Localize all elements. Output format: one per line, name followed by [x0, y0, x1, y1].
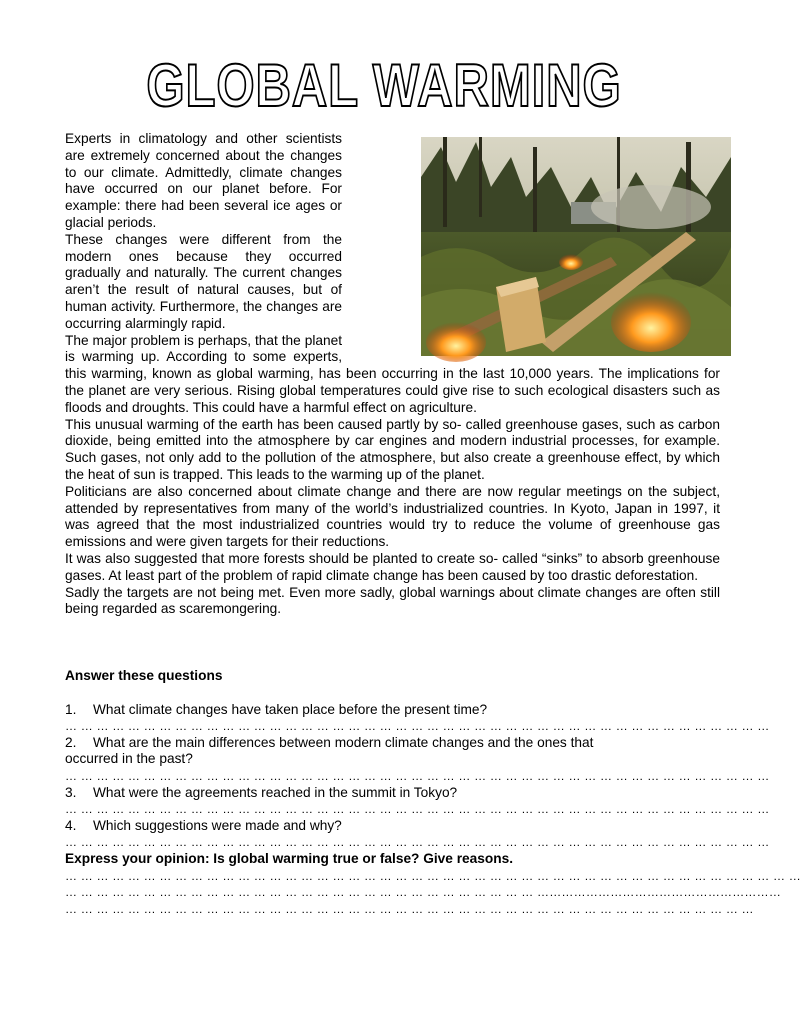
paragraph-4: This unusual warming of the earth has been caused partly by so- called greenhouse gases, such as carbon dioxide, being emitted into the atmosphere by car engines and modern industrial processes, for example. Such gases, not only add to the pollution of the atmosphere, but also create a greenhouse effect, by which the heat of sun is trapped. This leads to the warming up of the planet. — [65, 416, 720, 482]
opinion-line-1[interactable]: … … … … … … … … … … … … … … … … … … … … … … … … … … … … … … … … … … … … … … … … … … … … … … … — [65, 868, 801, 883]
paragraph-1: Experts in climatology and other scientists are extremely concerned about the changes to our climate. Admittedly, climate changes have occurred on our planet before. For example: there had been several ice ages or glacial periods. — [65, 131, 342, 230]
article-text — [65, 131, 720, 618]
answer-line-4[interactable]: … … … … … … … … … … … … … … … … … … … … … … … … … … … … … … … … … … … … … … … … … … … … … — [65, 835, 770, 850]
questions-heading: Answer these questions — [65, 668, 223, 683]
questions-section — [65, 668, 801, 917]
paragraph-7: Sadly the targets are not being met. Even more sadly, global warnings about climate changes are often still being regarded as scaremongering. — [65, 584, 720, 617]
paragraph-6: It was also suggested that more forests should be planted to create so- called “sinks” to absorb greenhouse gases. At least part of the problem of rapid climate change has been caused by too drastic deforestation. — [65, 550, 720, 583]
question-4 — [65, 818, 725, 835]
question-3 — [65, 785, 725, 802]
question-number: 1. — [65, 701, 77, 717]
question-2 — [65, 735, 725, 752]
worksheet-title: GLOBAL WARMING — [146, 52, 622, 119]
question-number: 3. — [65, 784, 77, 800]
question-text: What climate changes have taken place before the present time? — [93, 701, 488, 717]
question-text: What are the main differences between modern climate changes and the ones that — [93, 734, 594, 750]
question-number: 2. — [65, 734, 77, 750]
photo-spacer — [352, 131, 720, 362]
question-2-continued: occurred in the past? — [65, 751, 193, 767]
question-1 — [65, 702, 725, 719]
question-text: What were the agreements reached in the summit in Tokyo? — [93, 784, 458, 800]
answer-line-1[interactable]: … … … … … … … … … … … … … … … … … … … … … … … … … … … … … … … … … … … … … … … … … … … … … — [65, 719, 770, 734]
opinion-prompt: Express your opinion: Is global warming true or false? Give reasons. — [65, 850, 513, 866]
question-number: 4. — [65, 817, 77, 833]
opinion-line-2[interactable]: … … … … … … … … … … … … … … … … … … … … … … … … … … … … … … …………………………………………………… — [65, 885, 782, 900]
answer-line-2[interactable]: … … … … … … … … … … … … … … … … … … … … … … … … … … … … … … … … … … … … … … … … … … … … … — [65, 768, 770, 783]
question-text: Which suggestions were made and why? — [93, 817, 342, 833]
opinion-line-3[interactable]: … … … … … … … … … … … … … … … … … … … … … … … … … … … … … … … … … … … … … … … … … … … … — [65, 901, 754, 916]
paragraph-2: These changes were different from the modern ones because they occurred gradually and naturally. The current changes aren’t the result of natural causes, but of human activity. Furthermore, the changes are occurring alarmingly rapid. — [65, 231, 342, 331]
paragraph-3: The major problem is perhaps, that the planet is warming up. According to some experts, this warming, known as global warming, has been occurring in the last 10,000 years. The implications for the planet are very serious. Rising global temperatures could give rise to such ecological disasters such as floods and droughts. This could have a harmful effect on agriculture. — [65, 332, 720, 415]
answer-line-3[interactable]: … … … … … … … … … … … … … … … … … … … … … … … … … … … … … … … … … … … … … … … … … … … … … — [65, 802, 770, 817]
paragraph-5: Politicians are also concerned about climate change and there are now regular meetings on the subject, attended by representatives from many of the world’s industrialized countries. In Kyoto, Japan in 1997, it was agreed that the most industrialized countries would try to reduce the volume of greenhouse gas emissions and were given targets for their reductions. — [65, 483, 720, 550]
